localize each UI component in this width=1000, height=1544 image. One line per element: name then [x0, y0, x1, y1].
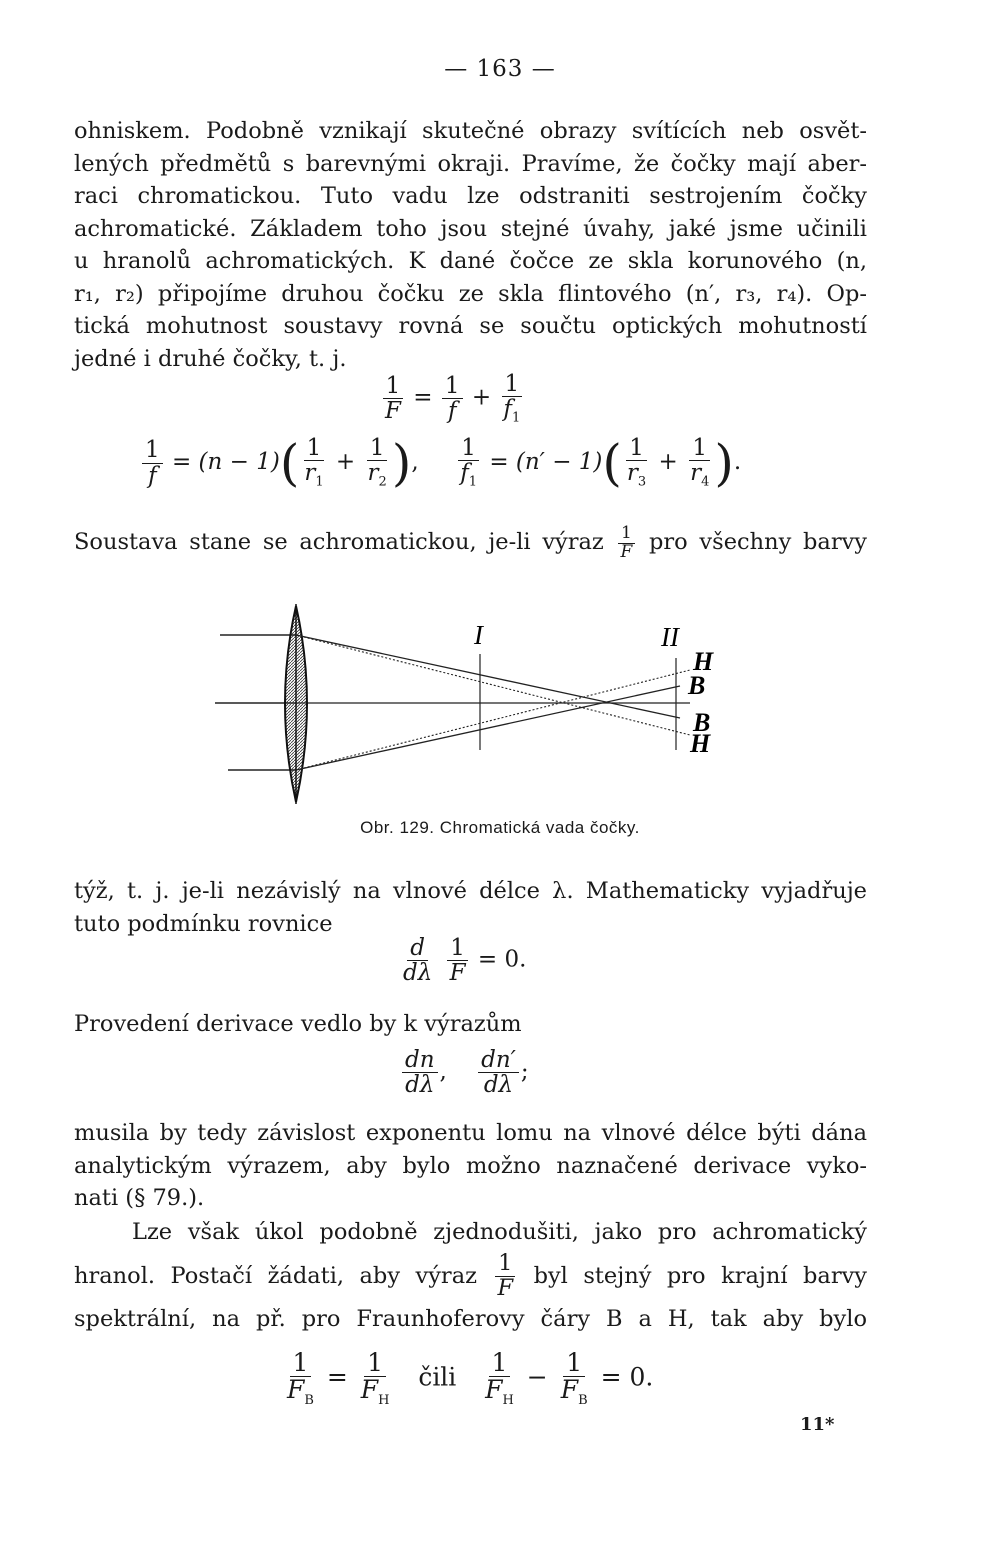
label-H-top: H [693, 647, 714, 676]
text-line: musila by tedy závislost exponentu lomu na vlnové délce býti dána [74, 1120, 867, 1146]
equation-derivative-condition: $\frac{d}{d\lambda}$ $\frac{1}{F}$ = 0. [398, 936, 526, 985]
ray-bottom-B [296, 686, 680, 770]
fraction: $\frac{dn}{d\lambda}$ [402, 1048, 438, 1097]
label-B-bottom: B [693, 708, 711, 737]
fraction: $\frac{dn'}{d\lambda}$ [478, 1048, 519, 1097]
equation-derivatives: $\frac{dn}{d\lambda}$ , $\frac{dn'}{d\lambda}$ ; [400, 1048, 529, 1097]
signature-mark: 11* [800, 1414, 835, 1435]
text-line: spektrální, na př. pro Fraunhoferovy čáry B a H, tak aby bylo [74, 1305, 867, 1332]
fraction: $\frac{1}{f}$ [142, 438, 163, 487]
text-line: nati (§ 79.). [74, 1185, 205, 1211]
paragraph-6 [74, 1216, 867, 1335]
fraction: $\frac{1}{F}$ [618, 525, 636, 562]
text-span: pro všechny barvy [649, 529, 868, 555]
label-II: II [661, 622, 679, 652]
paragraph-2 [74, 522, 867, 562]
chromatic-aberration-figure [0, 590, 1000, 820]
paragraph-5 [74, 1117, 867, 1215]
fraction: $\frac{1}{f}$ [442, 374, 463, 423]
equation-total-power: $\frac{1}{F}$ = $\frac{1}{f}$ + $\frac{1}{f_1}$ [380, 372, 525, 425]
label-B-top: B [688, 671, 706, 700]
fraction: $\frac{1}{F_H}$ [360, 1348, 390, 1409]
fraction: $\frac{1}{r_1}$ [304, 435, 324, 491]
paragraph-4 [74, 1008, 867, 1041]
text-span: byl stejný pro krajní barvy [533, 1262, 868, 1289]
fraction: $\frac{1}{F}$ [382, 374, 404, 423]
fraction: $\frac{d}{d\lambda}$ [403, 935, 433, 987]
fraction: $\frac{1}{f_1}$ [460, 435, 477, 491]
fraction: $\frac{1}{f_1}$ [503, 371, 521, 426]
paragraph-1 [74, 115, 867, 375]
text-line: týž, t. j. je-li nezávislý na vlnové délce λ. Mathematicky vyjadřuje [74, 878, 867, 904]
fraction: $\frac{1}{r_4}$ [690, 435, 710, 491]
text-line: tuto podmínku rovnice [74, 910, 333, 937]
equation-lens-maker: $\frac{1}{f}$ = (n − 1)( $\frac{1}{r_1}$ + $\frac{1}{r_2}$ ), $\frac{1}{f_1}$ = (n′ − 1)( $\frac{1}{r_3}$ + $\frac{1}{r_4}$ ). [140, 434, 741, 492]
text-line: r₁, r₂) připojíme druhou čočku ze skla flintového (n′, r₃, r₄). Op- [74, 280, 867, 307]
page-number: — 163 — [444, 56, 556, 82]
text-line: Lze však úkol podobně zjednodušiti, jako pro achromatický [132, 1219, 867, 1245]
text-line: Provedení derivace vedlo by k výrazům [74, 1011, 522, 1037]
text-span: hranol. Postačí žádati, aby výraz [74, 1262, 477, 1289]
label-H-bottom: H [690, 729, 711, 758]
text-line: ohniskem. Podobně vznikají skutečné obrazy svítících neb osvět- [74, 118, 867, 144]
text-line: achromatické. Základem toho jsou stejné úvahy, jaké jsme učinili [74, 215, 867, 242]
label-I: I [474, 620, 483, 650]
figure-caption: Obr. 129. Chromatická vada čočky. [360, 818, 640, 837]
text-line: raci chromatickou. Tuto vadu lze odstraniti sestrojením čočky [74, 183, 867, 209]
fraction: $\frac{1}{r_2}$ [367, 435, 387, 491]
paragraph-3 [74, 875, 867, 940]
text-line: tická mohutnost soustavy rovná se součtu optických mohutností [74, 313, 867, 339]
fraction: $\frac{1}{r_3}$ [626, 435, 647, 491]
ray-top-B [296, 635, 680, 718]
equation-achromatic-condition: $\frac{1}{F_B}$ = $\frac{1}{F_H}$ čili $\frac{1}{F_H}$ − $\frac{1}{F_B}$ = 0. [282, 1350, 653, 1408]
fraction: $\frac{1}{F}$ [494, 1252, 516, 1300]
fraction: $\frac{1}{F}$ [447, 936, 469, 985]
text-line: jedné i druhé čočky, t. j. [74, 345, 347, 372]
text-line: analytickým výrazem, aby bylo možno naznačené derivace vyko- [74, 1152, 867, 1179]
text-line: u hranolů achromatických. K dané čočce ze skla korunového (n, [74, 248, 867, 274]
text-span: Soustava stane se achromatickou, je-li výraz [74, 529, 604, 555]
fraction: $\frac{1}{F_H}$ [485, 1348, 514, 1409]
fraction: $\frac{1}{F_B}$ [560, 1348, 588, 1409]
fraction: $\frac{1}{F_B}$ [287, 1348, 314, 1409]
text-line: lených předmětů s barevnými okraji. Pravíme, že čočky mají aber- [74, 150, 867, 177]
